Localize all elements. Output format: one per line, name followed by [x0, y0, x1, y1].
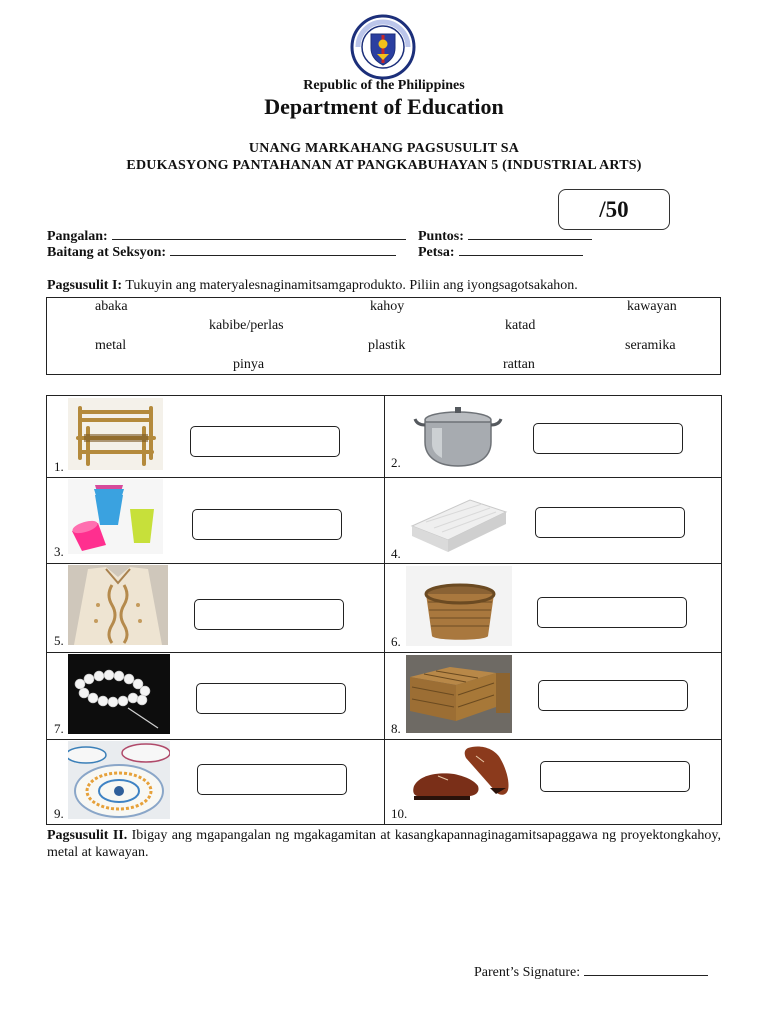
exam-title-line2: EDUKASYONG PANTAHANAN AT PANGKABUHAYAN 5 (INDUSTRIAL ARTS) [126, 158, 642, 173]
name-line[interactable] [112, 227, 406, 240]
item-number: 1. [54, 459, 64, 474]
rattan-furniture-image [406, 655, 512, 733]
score-box [558, 189, 670, 230]
item-number: 7. [54, 721, 64, 736]
embroidered-shirt-image [68, 565, 168, 645]
item-number: 2. [391, 455, 401, 470]
parent-signature-field[interactable] [474, 963, 708, 981]
choice-pinya: pinya [233, 357, 265, 372]
white-block-image [406, 482, 510, 555]
answer-box-6[interactable] [537, 597, 687, 628]
exam-title-line1: UNANG MARKAHANG PAGSUSULIT SA [248, 141, 520, 156]
ceramic-plates-image [68, 741, 170, 819]
answer-box-3[interactable] [192, 509, 342, 540]
item-number: 5. [54, 633, 64, 648]
answer-box-8[interactable] [538, 680, 688, 711]
item-number: 3. [54, 544, 64, 559]
part2-text: Ibigay ang mgapangalan ng mgakagamitan at kasangkapannaginagamitsapaggawa ng proyektongkahoy, metal at kawayan. [47, 828, 722, 860]
grade-section-field[interactable] [47, 243, 396, 261]
date-line[interactable] [459, 243, 583, 256]
choice-metal: metal [95, 338, 127, 353]
deped-seal-icon [346, 14, 420, 80]
plastic-cups-image [68, 479, 163, 554]
answer-box-2[interactable] [533, 423, 683, 454]
score-total: /50 [599, 196, 629, 222]
republic-text: Republic of the Philippines [303, 78, 465, 93]
parent-signature-line[interactable] [584, 963, 708, 976]
answer-box-7[interactable] [196, 683, 346, 714]
item-number: 8. [391, 721, 401, 736]
date-label: Petsa: [418, 245, 455, 260]
grid-column-divider [384, 395, 385, 825]
choice-katad: katad [505, 318, 536, 333]
part1-label: Pagsusulit I: [47, 278, 123, 293]
choice-seramika: seramika [625, 338, 676, 353]
choice-kahoy: kahoy [370, 299, 405, 314]
part2-instruction [47, 827, 721, 861]
bamboo-bench-image [68, 398, 163, 470]
leather-shoes-image [408, 740, 514, 812]
answer-box-9[interactable] [197, 764, 347, 795]
name-label: Pangalan: [47, 229, 108, 244]
answer-box-5[interactable] [194, 599, 344, 630]
part1-instruction [47, 278, 578, 294]
choice-abaka: abaka [95, 299, 128, 314]
item-number: 4. [391, 546, 401, 561]
grade-section-line[interactable] [170, 243, 396, 256]
parent-signature-label: Parent’s Signature: [474, 965, 581, 980]
choice-kawayan: kawayan [627, 299, 677, 314]
points-label: Puntos: [418, 229, 464, 244]
woven-basket-image [406, 566, 512, 646]
item-number: 9. [54, 806, 64, 821]
grade-section-label: Baitang at Seksyon: [47, 245, 167, 260]
part2-label: Pagsusulit II. [47, 828, 128, 843]
answer-box-4[interactable] [535, 507, 685, 538]
item-number: 10. [391, 806, 408, 821]
choice-rattan: rattan [503, 357, 535, 372]
choice-kabibe-perlas: kabibe/perlas [209, 318, 284, 333]
part1-text: Tukuyin ang materyalesnaginamitsamgaprodukto. Piliin ang iyongsagotsakahon. [125, 278, 578, 293]
metal-pot-image [408, 398, 508, 474]
points-line[interactable] [468, 227, 592, 240]
department-title: Department of Education [264, 94, 504, 119]
date-field[interactable] [418, 243, 583, 261]
answer-box-1[interactable] [190, 426, 340, 457]
pearl-necklace-image [68, 654, 170, 734]
item-number: 6. [391, 634, 401, 649]
choice-plastik: plastik [368, 338, 406, 353]
answer-box-10[interactable] [540, 761, 690, 792]
